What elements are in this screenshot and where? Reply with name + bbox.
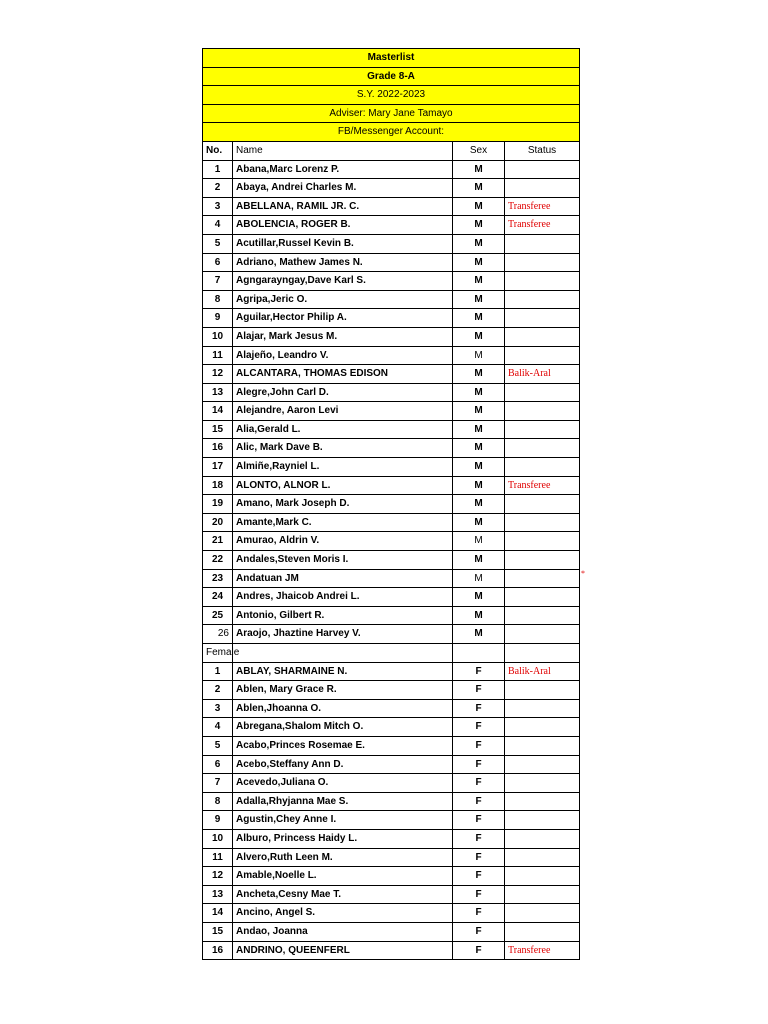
student-name: Agngarayngay,Dave Karl S.	[233, 272, 453, 291]
student-row	[203, 495, 580, 514]
student-name: Ablen,Jhoanna O.	[233, 699, 453, 718]
header-account-row	[203, 123, 580, 142]
header-sy-row	[203, 86, 580, 105]
student-sex: M	[453, 327, 505, 346]
student-sex: M	[453, 532, 505, 551]
student-status	[505, 848, 580, 867]
student-name: Alajeño, Leandro V.	[233, 346, 453, 365]
student-no: 5	[203, 234, 233, 253]
student-name: Andales,Steven Moris I.	[233, 551, 453, 570]
student-no: 17	[203, 458, 233, 477]
student-name: Amable,Noelle L.	[233, 867, 453, 886]
student-status	[505, 625, 580, 644]
student-status	[505, 309, 580, 328]
student-row	[203, 792, 580, 811]
student-status	[505, 551, 580, 570]
school-year: S.Y. 2022-2023	[203, 86, 580, 105]
student-sex: F	[453, 718, 505, 737]
student-row	[203, 699, 580, 718]
student-sex: M	[453, 402, 505, 421]
student-sex: M	[453, 197, 505, 216]
student-sex: F	[453, 792, 505, 811]
student-status: Transferee	[505, 216, 580, 235]
column-name: Name	[233, 141, 453, 160]
female-section-row	[203, 644, 580, 663]
student-status	[505, 885, 580, 904]
student-row	[203, 365, 580, 384]
student-name: Agustin,Chey Anne I.	[233, 811, 453, 830]
student-status	[505, 160, 580, 179]
student-sex: F	[453, 699, 505, 718]
student-status	[505, 179, 580, 198]
student-status: Balik-Aral	[505, 662, 580, 681]
student-no: 8	[203, 290, 233, 309]
student-sex: M	[453, 625, 505, 644]
student-no: 9	[203, 811, 233, 830]
student-no: 13	[203, 885, 233, 904]
student-name: Andao, Joanna	[233, 922, 453, 941]
student-row	[203, 867, 580, 886]
student-row	[203, 439, 580, 458]
student-no: 14	[203, 402, 233, 421]
student-status	[505, 569, 580, 588]
student-status	[505, 718, 580, 737]
student-name: Acabo,Princes Rosemae E.	[233, 736, 453, 755]
student-name: Acevedo,Juliana O.	[233, 774, 453, 793]
header-adviser-row	[203, 104, 580, 123]
empty-cell	[505, 644, 580, 663]
student-sex: F	[453, 774, 505, 793]
student-name: Alvero,Ruth Leen M.	[233, 848, 453, 867]
student-sex: F	[453, 904, 505, 923]
student-sex: F	[453, 811, 505, 830]
student-status	[505, 513, 580, 532]
student-sex: M	[453, 606, 505, 625]
student-row	[203, 569, 580, 588]
student-no: 6	[203, 755, 233, 774]
student-sex: M	[453, 476, 505, 495]
student-no: 26	[203, 625, 233, 644]
student-name: Andres, Jhaicob Andrei L.	[233, 588, 453, 607]
student-name: Alajar, Mark Jesus M.	[233, 327, 453, 346]
student-no: 5	[203, 736, 233, 755]
student-no: 10	[203, 829, 233, 848]
student-no: 16	[203, 941, 233, 960]
student-row	[203, 458, 580, 477]
student-status	[505, 234, 580, 253]
student-no: 24	[203, 588, 233, 607]
student-name: Alic, Mark Dave B.	[233, 439, 453, 458]
student-row	[203, 736, 580, 755]
student-row	[203, 327, 580, 346]
student-sex: F	[453, 662, 505, 681]
student-no: 7	[203, 774, 233, 793]
student-row	[203, 532, 580, 551]
student-sex: F	[453, 922, 505, 941]
student-no: 1	[203, 160, 233, 179]
student-sex: F	[453, 681, 505, 700]
student-status: Transferee	[505, 941, 580, 960]
student-row	[203, 774, 580, 793]
student-row	[203, 179, 580, 198]
student-sex: F	[453, 848, 505, 867]
student-name: ABLAY, SHARMAINE N.	[233, 662, 453, 681]
student-status	[505, 272, 580, 291]
student-row	[203, 234, 580, 253]
student-status	[505, 904, 580, 923]
student-no: 16	[203, 439, 233, 458]
student-no: 12	[203, 365, 233, 384]
student-sex: M	[453, 439, 505, 458]
student-no: 4	[203, 216, 233, 235]
student-sex: M	[453, 234, 505, 253]
student-row	[203, 848, 580, 867]
header-grade-row	[203, 67, 580, 86]
student-no: 9	[203, 309, 233, 328]
student-sex: F	[453, 885, 505, 904]
student-row	[203, 383, 580, 402]
empty-cell	[233, 644, 453, 663]
student-sex: F	[453, 867, 505, 886]
student-row	[203, 216, 580, 235]
student-row	[203, 885, 580, 904]
student-row	[203, 476, 580, 495]
student-status	[505, 811, 580, 830]
student-row	[203, 904, 580, 923]
student-status	[505, 606, 580, 625]
student-name: Aguilar,Hector Philip A.	[233, 309, 453, 328]
student-name: ABELLANA, RAMIL JR. C.	[233, 197, 453, 216]
student-no: 4	[203, 718, 233, 737]
student-sex: M	[453, 458, 505, 477]
student-sex: M	[453, 383, 505, 402]
student-status: Transferee	[505, 197, 580, 216]
student-no: 3	[203, 197, 233, 216]
student-status	[505, 699, 580, 718]
student-name: Almiñe,Rayniel L.	[233, 458, 453, 477]
student-name: ALONTO, ALNOR L.	[233, 476, 453, 495]
student-status	[505, 290, 580, 309]
female-section-label: Female	[203, 644, 233, 663]
student-name: Abana,Marc Lorenz P.	[233, 160, 453, 179]
student-row	[203, 662, 580, 681]
student-no: 12	[203, 867, 233, 886]
student-name: Agripa,Jeric O.	[233, 290, 453, 309]
grade-section: Grade 8-A	[203, 67, 580, 86]
student-sex: M	[453, 495, 505, 514]
student-name: Antonio, Gilbert R.	[233, 606, 453, 625]
student-no: 15	[203, 420, 233, 439]
student-sex: M	[453, 309, 505, 328]
student-sex: M	[453, 588, 505, 607]
column-sex: Sex	[453, 141, 505, 160]
student-status	[505, 458, 580, 477]
student-no: 20	[203, 513, 233, 532]
student-status	[505, 792, 580, 811]
student-no: 2	[203, 179, 233, 198]
student-no: 22	[203, 551, 233, 570]
student-name: Araojo, Jhaztine Harvey V.	[233, 625, 453, 644]
student-row	[203, 513, 580, 532]
student-name: Alejandre, Aaron Levi	[233, 402, 453, 421]
student-row	[203, 346, 580, 365]
adviser: Adviser: Mary Jane Tamayo	[203, 104, 580, 123]
student-name: Acebo,Steffany Ann D.	[233, 755, 453, 774]
student-row	[203, 755, 580, 774]
student-status	[505, 736, 580, 755]
student-name: Acutillar,Russel Kevin B.	[233, 234, 453, 253]
student-name: Alburo, Princess Haidy L.	[233, 829, 453, 848]
student-status	[505, 402, 580, 421]
student-row	[203, 718, 580, 737]
student-no: 21	[203, 532, 233, 551]
student-row	[203, 606, 580, 625]
student-status: Balik-Aral	[505, 365, 580, 384]
student-name: Alia,Gerald L.	[233, 420, 453, 439]
student-name: Adriano, Mathew James N.	[233, 253, 453, 272]
student-row	[203, 811, 580, 830]
student-status	[505, 588, 580, 607]
student-no: 3	[203, 699, 233, 718]
student-name: ABOLENCIA, ROGER B.	[233, 216, 453, 235]
header-title-row	[203, 49, 580, 68]
student-no: 18	[203, 476, 233, 495]
student-row	[203, 290, 580, 309]
student-sex: M	[453, 253, 505, 272]
student-name: Abregana,Shalom Mitch O.	[233, 718, 453, 737]
student-name: ANDRINO, QUEENFERL	[233, 941, 453, 960]
student-sex: M	[453, 216, 505, 235]
student-status	[505, 383, 580, 402]
student-status	[505, 867, 580, 886]
student-no: 1	[203, 662, 233, 681]
student-name: Ablen, Mary Grace R.	[233, 681, 453, 700]
student-name: ALCANTARA, THOMAS EDISON	[233, 365, 453, 384]
student-no: 8	[203, 792, 233, 811]
student-sex: F	[453, 736, 505, 755]
student-status	[505, 439, 580, 458]
student-no: 23	[203, 569, 233, 588]
student-status	[505, 755, 580, 774]
student-status	[505, 681, 580, 700]
student-row	[203, 829, 580, 848]
student-no: 2	[203, 681, 233, 700]
student-name: Ancheta,Cesny Mae T.	[233, 885, 453, 904]
empty-cell	[453, 644, 505, 663]
student-no: 13	[203, 383, 233, 402]
student-no: 10	[203, 327, 233, 346]
student-name: Adalla,Rhyjanna Mae S.	[233, 792, 453, 811]
student-no: 7	[203, 272, 233, 291]
student-status: Transferee	[505, 476, 580, 495]
student-row	[203, 551, 580, 570]
student-name: Amano, Mark Joseph D.	[233, 495, 453, 514]
masterlist-table	[202, 48, 580, 960]
student-sex: M	[453, 272, 505, 291]
student-sex: F	[453, 755, 505, 774]
student-name: Amurao, Aldrin V.	[233, 532, 453, 551]
student-sex: M	[453, 569, 505, 588]
student-row	[203, 160, 580, 179]
student-row	[203, 272, 580, 291]
student-no: 14	[203, 904, 233, 923]
student-status	[505, 495, 580, 514]
student-status	[505, 327, 580, 346]
student-row	[203, 922, 580, 941]
student-no: 15	[203, 922, 233, 941]
student-row	[203, 253, 580, 272]
student-sex: M	[453, 551, 505, 570]
student-sex: M	[453, 346, 505, 365]
student-status	[505, 774, 580, 793]
column-status: Status	[505, 141, 580, 160]
student-row	[203, 941, 580, 960]
fb-account: FB/Messenger Account:	[203, 123, 580, 142]
column-header-row	[203, 141, 580, 160]
student-status	[505, 922, 580, 941]
student-no: 6	[203, 253, 233, 272]
student-no: 11	[203, 346, 233, 365]
student-row	[203, 420, 580, 439]
student-sex: M	[453, 179, 505, 198]
student-sex: F	[453, 829, 505, 848]
student-sex: M	[453, 420, 505, 439]
student-status	[505, 829, 580, 848]
student-status	[505, 253, 580, 272]
student-sex: F	[453, 941, 505, 960]
student-sex: M	[453, 513, 505, 532]
column-no: No.	[203, 141, 233, 160]
student-status	[505, 420, 580, 439]
student-row	[203, 588, 580, 607]
student-no: 11	[203, 848, 233, 867]
student-row	[203, 681, 580, 700]
student-name: Ancino, Angel S.	[233, 904, 453, 923]
student-no: 19	[203, 495, 233, 514]
student-name: Andatuan JM	[233, 569, 453, 588]
stray-asterisk: *	[581, 569, 585, 578]
student-name: Abaya, Andrei Charles M.	[233, 179, 453, 198]
student-row	[203, 402, 580, 421]
student-name: Alegre,John Carl D.	[233, 383, 453, 402]
student-name: Amante,Mark C.	[233, 513, 453, 532]
student-row	[203, 625, 580, 644]
student-status	[505, 346, 580, 365]
student-no: 25	[203, 606, 233, 625]
student-sex: M	[453, 290, 505, 309]
student-status	[505, 532, 580, 551]
student-row	[203, 197, 580, 216]
student-sex: M	[453, 160, 505, 179]
student-row	[203, 309, 580, 328]
sheet-title: Masterlist	[203, 49, 580, 68]
student-sex: M	[453, 365, 505, 384]
